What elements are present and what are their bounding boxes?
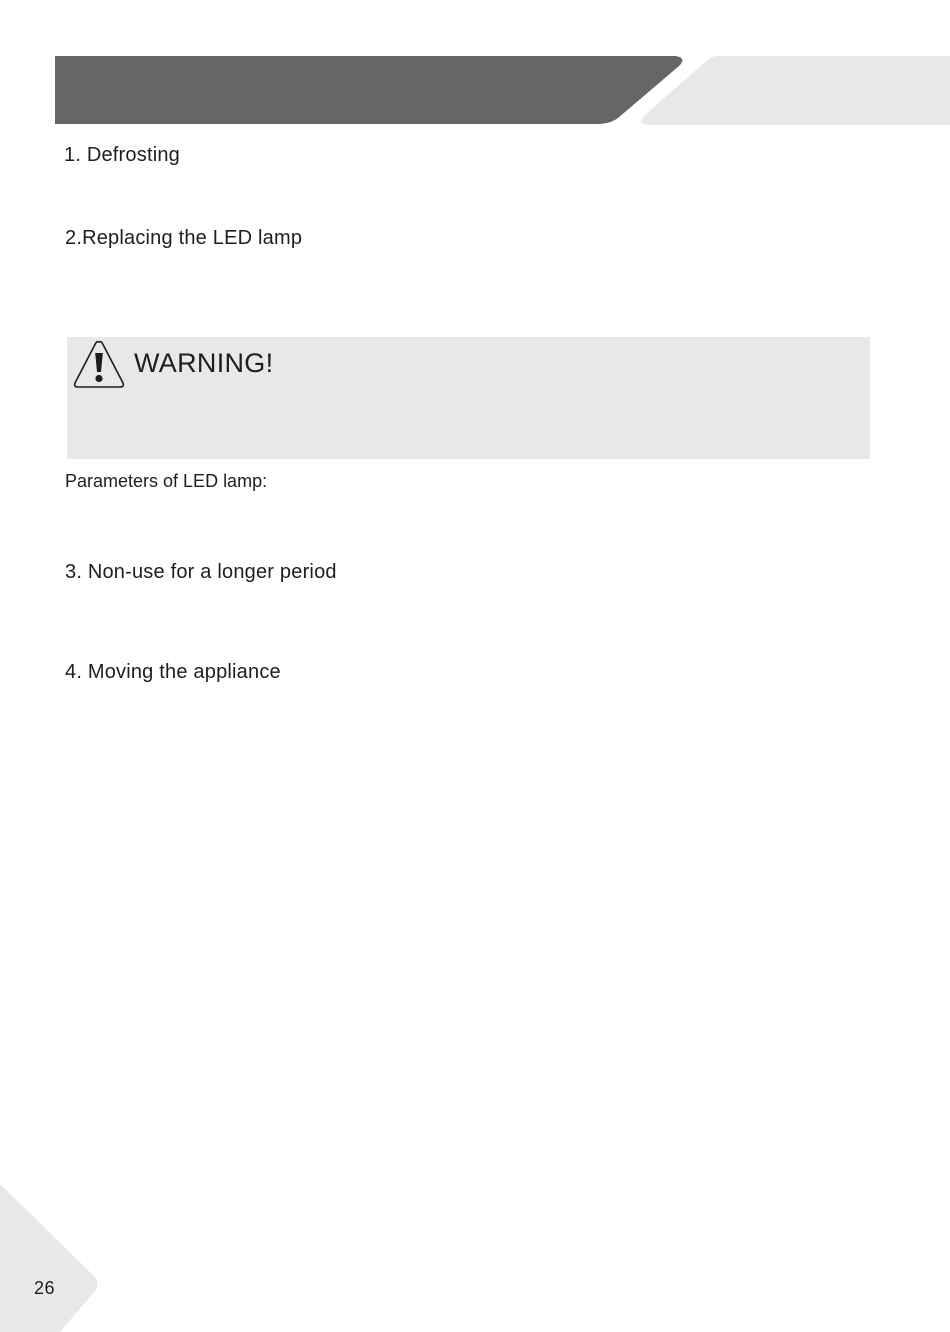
page-corner-tab xyxy=(0,1180,110,1332)
section-heading-defrosting: 1. Defrosting xyxy=(64,144,180,166)
warning-box xyxy=(67,337,870,459)
warning-title: WARNING! xyxy=(134,348,274,378)
header-banner-light xyxy=(641,56,950,125)
header-banner xyxy=(0,0,950,130)
warning-triangle-icon xyxy=(71,339,127,391)
led-parameters-label: Parameters of LED lamp: xyxy=(65,471,268,491)
header-banner-dark xyxy=(55,56,682,124)
section-heading-moving: 4. Moving the appliance xyxy=(65,661,281,683)
page-number: 26 xyxy=(34,1278,56,1298)
section-heading-non-use: 3. Non-use for a longer period xyxy=(65,561,337,583)
section-heading-replacing-led: 2.Replacing the LED lamp xyxy=(65,227,303,249)
